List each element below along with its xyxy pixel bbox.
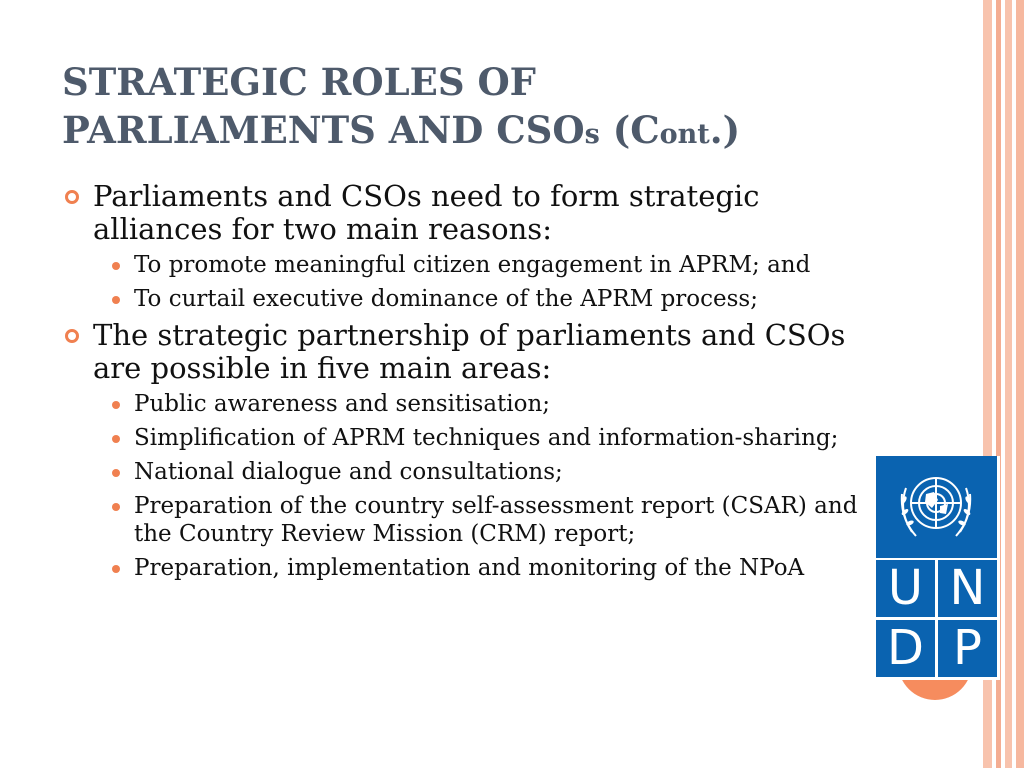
sub-bullet-item [112,492,894,548]
sub-bullet-item [112,285,894,313]
ring-bullet-icon [65,329,79,343]
dot-bullet-icon [112,401,120,409]
dot-bullet-icon [112,503,120,511]
dot-bullet-icon [112,469,120,477]
logo-letter: N [938,560,997,617]
sub-bullet-item [112,424,894,452]
title-line-1: STRATEGIC ROLES OF [62,60,536,104]
title-part: .) [709,108,741,152]
sub-bullet-text: Preparation of the country self-assessment report (CSAR) and the Country Review Mission (CRM) report; [134,493,858,547]
dot-bullet-icon [112,262,120,270]
bullet-item [60,180,890,246]
sub-bullet-text: To curtail executive dominance of the APRM process; [134,286,758,312]
sub-bullet-item [112,251,894,279]
decorative-stripe [1005,0,1012,768]
sub-bullet-text: To promote meaningful citizen engagement in APRM; and [134,252,811,278]
bullet-text: The strategic partnership of parliaments and CSOs are possible in five main areas: [93,318,846,385]
title-part: PARLIAMENTS AND CSO [62,108,585,152]
sub-bullet-item [112,554,894,582]
sub-bullet-text: Simplification of APRM techniques and information-sharing; [134,425,839,451]
sub-bullet-item [112,458,894,486]
title-part: (C [599,108,660,152]
logo-letter: D [876,620,935,677]
sub-bullet-text: Preparation, implementation and monitoring of the NPoA [134,555,805,581]
dot-bullet-icon [112,296,120,304]
title-line-2 [62,106,942,159]
sub-bullet-item [112,390,894,418]
sub-bullet-text: National dialogue and consultations; [134,459,563,485]
ring-bullet-icon [65,190,79,204]
dot-bullet-icon [112,435,120,443]
dot-bullet-icon [112,565,120,573]
sub-bullet-text: Public awareness and sensitisation; [134,391,551,417]
logo-letter: U [876,560,935,617]
undp-logo [873,456,1000,680]
decorative-stripe [1016,0,1024,768]
title-part: s [584,119,600,150]
bullet-list [60,180,890,588]
bullet-text: Parliaments and CSOs need to form strategic alliances for two main reasons: [93,179,760,246]
bullet-item [60,319,890,385]
un-emblem-icon [876,456,997,558]
logo-letter: P [938,620,997,677]
slide-title [62,58,942,159]
title-part: ont [659,119,710,150]
